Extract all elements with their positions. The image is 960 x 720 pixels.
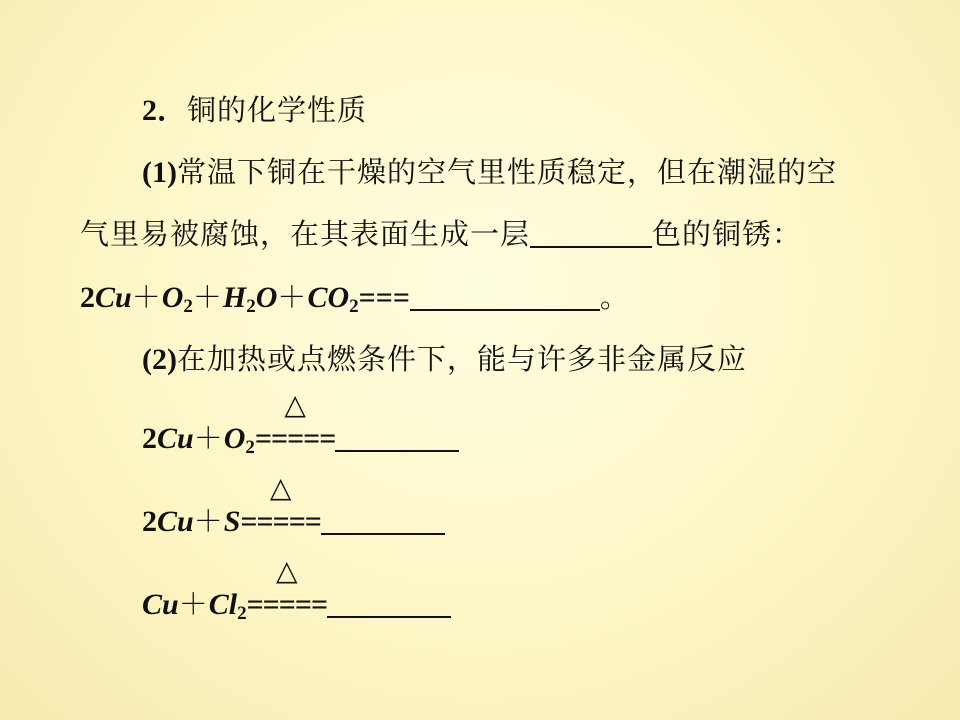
eq1-h: H [222, 281, 247, 314]
section-title: 铜的化学性质 [187, 93, 368, 127]
heat-triangle-icon: △ [269, 471, 292, 504]
eq3-s: S [223, 505, 241, 538]
answer-blank-rust-product[interactable] [410, 281, 600, 311]
eq4-heating-equals [246, 554, 328, 625]
paragraph-1-line-1 [142, 152, 837, 193]
eq2-o: O [223, 422, 246, 455]
eq1-equals: === [358, 281, 410, 314]
paragraph-1-text-1: 常温下铜在干燥的空气里性质稳定，但在潮湿的空 [176, 155, 837, 189]
eq3-cu: Cu [157, 505, 194, 538]
eq2-cu: Cu [157, 422, 194, 455]
eq1-o-sub: 2 [183, 296, 193, 317]
answer-blank-cu-cl2[interactable] [327, 588, 451, 618]
eq1-o: O [161, 281, 184, 314]
section-number: 2． [142, 94, 187, 127]
eq2-coef: 2 [142, 422, 157, 455]
eq4-cl-sub: 2 [237, 603, 247, 624]
eq2-plus: ＋ [193, 421, 224, 455]
paragraph-2-label: (2) [142, 343, 177, 376]
eq1-h-o: O [255, 281, 278, 314]
eq4-equals: ===== [246, 588, 328, 621]
eq3-equals: ===== [240, 505, 321, 538]
eq4-plus: ＋ [178, 587, 209, 621]
heat-triangle-icon: △ [284, 388, 306, 421]
eq1-plus-1: ＋ [131, 280, 162, 314]
paragraph-1-text-2b: 色的铜锈： [652, 217, 803, 251]
equation-copper-rust [80, 277, 630, 327]
eq4-cl: Cl [208, 588, 238, 621]
equation-cu-o2 [142, 388, 459, 468]
eq1-coef: 2 [80, 281, 95, 314]
paragraph-1-label: (1) [142, 156, 177, 189]
eq1-h-sub: 2 [246, 296, 256, 317]
eq2-equals: ===== [254, 422, 336, 455]
answer-blank-color[interactable] [530, 218, 652, 248]
equation-cu-s [142, 471, 445, 542]
answer-blank-cu-s[interactable] [321, 505, 445, 535]
answer-blank-cu-o2[interactable] [335, 422, 459, 452]
paragraph-1-line-2 [80, 214, 802, 255]
eq1-cu: Cu [95, 281, 132, 314]
eq1-co-sub: 2 [349, 296, 359, 317]
equation-cu-cl2 [142, 554, 451, 634]
paragraph-2 [142, 339, 747, 380]
heat-triangle-icon: △ [276, 554, 298, 587]
eq3-heating-equals [240, 471, 321, 542]
eq2-heating-equals [254, 388, 336, 459]
paragraph-1-text-2a: 气里易被腐蚀，在其表面生成一层 [80, 217, 531, 251]
section-heading [142, 90, 367, 131]
eq1-period: 。 [599, 280, 630, 314]
eq1-plus-2: ＋ [192, 280, 223, 314]
paragraph-2-text: 在加热或点燃条件下，能与许多非金属反应 [176, 342, 747, 376]
eq1-plus-3: ＋ [277, 280, 308, 314]
eq4-cu: Cu [142, 588, 179, 621]
eq3-plus: ＋ [193, 504, 224, 538]
eq2-o-sub: 2 [245, 437, 255, 458]
eq1-co: CO [307, 281, 350, 314]
eq3-coef: 2 [142, 505, 157, 538]
